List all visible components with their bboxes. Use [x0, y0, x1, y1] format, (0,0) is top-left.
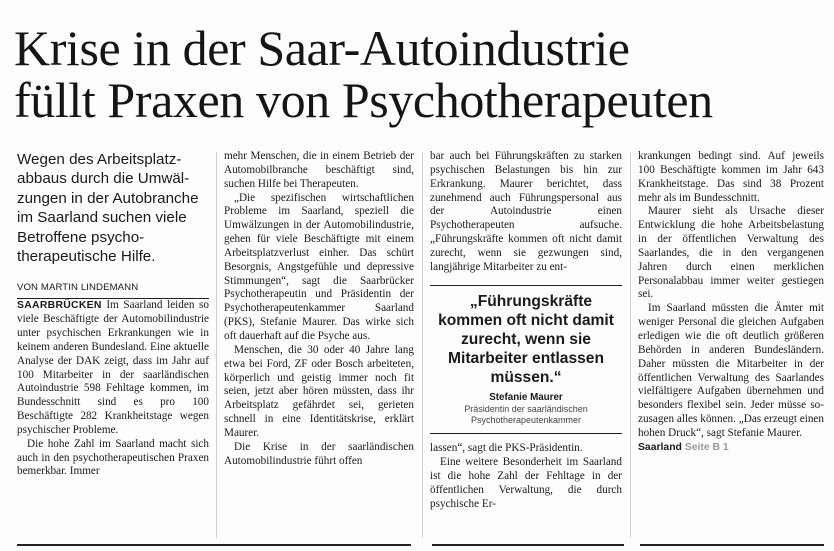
column-divider — [630, 152, 631, 538]
column-divider — [422, 152, 423, 538]
body-paragraph: „Die spezifischen wirtschaftlichen Probleme im Saarland, speziell die Umwälzungen in der Automobilindustrie, gehen für viele Beschäftigte mit einem Arbeitsplatzverlust einher. Das schürt Besorgnis, Angstgefühle und depressive Stimmungen“, sagt die Saarbrücker Psychotherapeutin und Präsidentin der Psychotherapeutenkammer Saarland (PKS), Stefanie Maurer. Das wirke sich oft dauerhaft auf die Psyche aus. — [224, 191, 414, 342]
column-3 — [430, 150, 622, 512]
page-reference-page: Seite B 1 — [684, 441, 729, 453]
headline-line-2: füllt Praxen von Psychotherapeuten — [14, 72, 713, 128]
headline-line-1: Krise in der Saar-Autoindustrie — [14, 20, 630, 76]
body-paragraph: mehr Menschen, die in einem Betrieb der Automobilbranche beschäftigt sind, suchen Hilfe bei Therapeuten. — [224, 150, 414, 190]
body-paragraph: Maurer sieht als Ursache dieser Entwicklung die hohe Arbeitsbelastung in der öffentlichen Verwaltung des Saarlandes, die in den vergangenen Jahren durch einen merklichen Personalabbau immer weiter gestiegen sei. — [638, 205, 824, 301]
body-paragraph: Die Krise in der saarländischen Automobilindustrie führt offen — [224, 440, 414, 467]
body-paragraph: lassen“, sagt die PKS-Präsidentin. — [430, 442, 583, 455]
column-2 — [224, 150, 414, 468]
pull-quote-rule — [430, 433, 622, 434]
body-paragraph: Menschen, die 30 oder 40 Jahre lang etwa bei Ford, ZF oder Bosch arbeiteten, körperlich und geistig immer noch fit seien, jetzt aber hören müssten, dass ihr Arbeitsplatz gefährdet sei, gerieten schnell in eine Identitätskrise, erklärt Maurer. — [224, 343, 414, 439]
dateline: SAARBRÜCKEN — [17, 300, 102, 312]
body-paragraph: Die hohe Zahl im Saarland macht sich auch in den psychotherapeutischen Praxen bemerkbar. Immer — [17, 437, 209, 478]
pull-quote — [430, 285, 622, 435]
next-article-rule — [640, 544, 824, 551]
pull-quote-text: „Führungskräfte kommen oft nicht damit zurecht, wenn sie Mitarbeiter entlassen müssen.“ — [438, 292, 614, 386]
body-paragraph: Eine weitere Besonderheit im Saarland ist die hohe Zahl der Fehltage in der öffentlichen Verwaltung, die durch psychische Er- — [430, 456, 622, 510]
pull-quote-author: Stefanie Maurer — [489, 391, 563, 403]
page-reference-section: Saarland — [638, 441, 682, 453]
column-divider — [216, 152, 217, 538]
next-article-rule — [432, 544, 624, 551]
body-paragraph: krankungen bedingt sind. Auf jeweils 100 Beschäftigte kommen im Jahr 643 Krankheitstage. Das sind 38 Prozent mehr als im Bundesschnitt. — [638, 150, 824, 204]
byline: VON MARTIN LINDEMANN — [17, 281, 209, 299]
body-paragraph: SAARBRÜCKEN Im Saarland leiden so viele Beschäftigte der Automobilindustrie unter psychischen Erkrankungen wie in keinem anderen Bundesland. Eine aktuelle Analyse der DAK zeigt, dass im Jahr auf 100 Mitarbeiter in der saarländischen Autoindustrie 598 Fehltage kommen, im Bundesschnitt sind es pro 100 Beschäftigte 282 Krankheitstage wegen psychischer Probleme. — [17, 299, 209, 436]
next-article-rule — [17, 544, 411, 551]
column-1 — [17, 150, 209, 479]
column-4 — [638, 150, 824, 455]
page-reference[interactable] — [638, 441, 824, 455]
body-paragraph: Im Saarland müssten die Ämter mit weniger Personal die gleichen Aufgaben erledigen wie die oft deutlich größeren Behörden in anderen Bundesländern. Daher müssten die Mitarbeiter in der öffentlichen Verwaltung des Saarlandes vielfältigere Aufgaben übernehmen und besonders flexibel sein. Jeder müsse sozusagen alles können. „Das erzeugt einen hohen Druck“, sagt Stefanie Maurer. — [638, 302, 824, 439]
lead-paragraph: Wegen des Arbeitsplatzabbaus durch die Umwälzungen in der Autobranche im Saarland suchen viele Betroffene psychotherapeutische Hilfe. — [17, 151, 199, 266]
headline — [14, 22, 824, 126]
body-paragraph: bar auch bei Führungskräften zu starken psychischen Belastungen bis hin zur Erkrankung. Maurer berichtet, dass zunehmend auch Führungspersonal aus der Autoindustrie einen Psychotherapeuten aufsuche. „Führungskräfte kommen oft nicht damit zurecht, wenn sie gezwungen sind, langjährige Mitarbeiter zu ent- — [430, 150, 622, 273]
pull-quote-author-role: Präsidentin der saarländischen Psychotherapeutenkammer — [464, 404, 588, 426]
